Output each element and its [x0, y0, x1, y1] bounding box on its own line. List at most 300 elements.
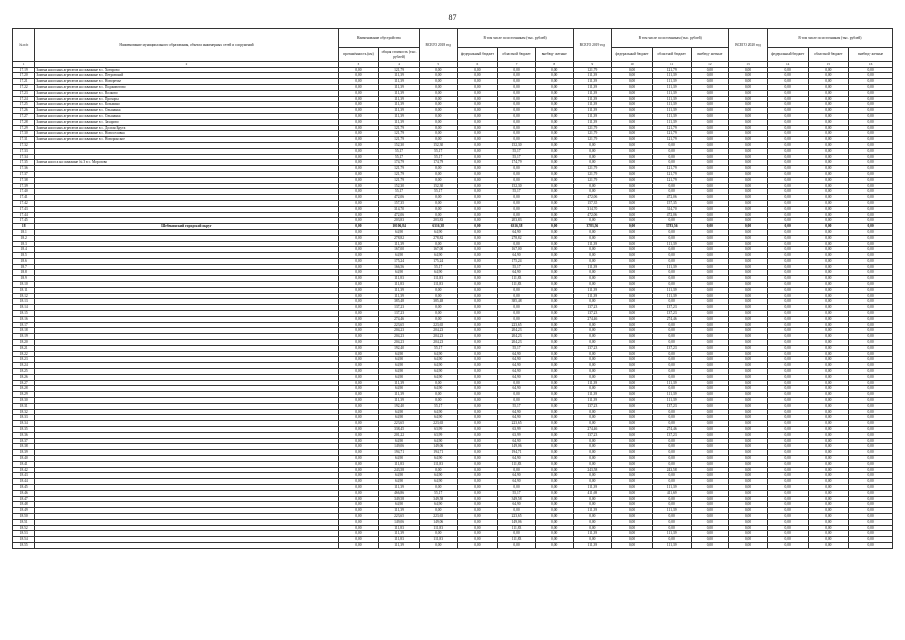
row-name: Замена насосных агрегатов на скважине в с. Новоречье: [35, 79, 338, 85]
row-value: 0,00: [849, 438, 893, 444]
row-value: 64,90: [419, 409, 457, 415]
row-value: 0,00: [457, 113, 498, 119]
row-value: 0,00: [457, 427, 498, 433]
row-value: 0,00: [457, 496, 498, 502]
row-value: 0,00: [767, 241, 808, 247]
row-value: 0,00: [338, 224, 379, 230]
row-value: 0,00: [691, 484, 729, 490]
row-value: 0,00: [419, 125, 457, 131]
row-value: 0,00: [849, 166, 893, 172]
row-value: 0,00: [691, 200, 729, 206]
row-value: 0,00: [729, 154, 768, 160]
row-value: 111,39: [652, 508, 691, 514]
row-value: 0,00: [457, 154, 498, 160]
row-value: 64,90: [379, 479, 420, 485]
row-value: 0,00: [612, 513, 653, 519]
row-value: 0,00: [419, 108, 457, 114]
col-total-2019-header: ВСЕГО 2019 год: [573, 29, 612, 62]
row-name: Шебекинский городской округ: [35, 224, 338, 230]
row-value: 0,00: [338, 131, 379, 137]
row-number: 17.39: [13, 183, 35, 189]
row-value: 0,00: [612, 206, 653, 212]
row-value: 166,56: [379, 264, 420, 270]
row-value: 0,00: [691, 450, 729, 456]
row-value: 385,48: [498, 299, 536, 305]
row-value: 411,69: [573, 490, 612, 496]
column-number: 10: [612, 62, 653, 68]
row-value: 0,00: [767, 125, 808, 131]
row-value: 0,00: [338, 241, 379, 247]
row-value: 0,00: [767, 160, 808, 166]
row-value: 0,00: [573, 409, 612, 415]
row-value: 0,00: [419, 200, 457, 206]
row-value: 0,00: [808, 171, 849, 177]
row-value: 0,00: [808, 508, 849, 514]
row-value: 137,23: [573, 305, 612, 311]
row-value: 0,00: [849, 235, 893, 241]
row-value: 0,00: [419, 195, 457, 201]
row-value: 0,00: [457, 270, 498, 276]
row-value: 0,00: [535, 496, 573, 502]
row-value: 0,00: [573, 473, 612, 479]
row-value: 0,00: [729, 229, 768, 235]
row-value: 0,00: [767, 357, 808, 363]
row-name: Замена насоса на скважине № 3 в с. Морозово: [35, 160, 338, 166]
row-value: 0,00: [691, 247, 729, 253]
row-number: 17.21: [13, 79, 35, 85]
row-value: 0,00: [457, 247, 498, 253]
row-value: 137,23: [573, 311, 612, 317]
row-value: 0,00: [498, 177, 536, 183]
row-number: 18.49: [13, 508, 35, 514]
row-value: 0,00: [457, 276, 498, 282]
row-value: 0,00: [338, 183, 379, 189]
row-value: 0,00: [457, 357, 498, 363]
row-value: 0,00: [849, 183, 893, 189]
row-value: 111,39: [652, 102, 691, 108]
row-number: 17.23: [13, 90, 35, 96]
row-value: 0,00: [729, 490, 768, 496]
row-value: 0,00: [849, 113, 893, 119]
row-number: 18.55: [13, 542, 35, 548]
row-value: 0,00: [767, 206, 808, 212]
row-value: 0,00: [691, 305, 729, 311]
row-value: 0,00: [573, 479, 612, 485]
row-value: 0,00: [419, 380, 457, 386]
row-value: 0,00: [652, 537, 691, 543]
row-number: 17.45: [13, 218, 35, 224]
row-value: 0,00: [573, 142, 612, 148]
row-value: 0,00: [535, 160, 573, 166]
row-value: 0,00: [612, 340, 653, 346]
row-value: 0,00: [808, 160, 849, 166]
row-value: 174,79: [379, 160, 420, 166]
row-value: 111,83: [419, 282, 457, 288]
row-value: 111,39: [379, 508, 420, 514]
col-total-cost-header: общая стоимость (тыс. рублей): [379, 48, 420, 62]
row-value: 0,00: [535, 84, 573, 90]
row-value: 0,00: [767, 287, 808, 293]
row-value: 0,00: [729, 183, 768, 189]
row-value: 111,39: [573, 542, 612, 548]
row-value: 0,00: [691, 490, 729, 496]
row-value: 55,17: [379, 189, 420, 195]
row-value: 0,00: [612, 224, 653, 230]
row-value: 63,99: [419, 427, 457, 433]
row-value: 0,00: [767, 253, 808, 259]
column-number: 2: [35, 62, 338, 68]
row-value: 0,00: [612, 305, 653, 311]
row-value: 0,00: [457, 79, 498, 85]
row-value: 0,00: [808, 102, 849, 108]
row-value: 0,00: [457, 148, 498, 154]
row-number: 18.1: [13, 229, 35, 235]
row-name: Замена насосных агрегатов на скважине в с. Хотирово: [35, 67, 338, 73]
row-value: 0,00: [535, 282, 573, 288]
row-value: 0,00: [535, 258, 573, 264]
row-value: 0,00: [419, 171, 457, 177]
row-value: 0,00: [691, 316, 729, 322]
row-value: 0,00: [652, 409, 691, 415]
row-value: 55,17: [379, 148, 420, 154]
row-value: 0,00: [338, 450, 379, 456]
row-value: 0,00: [808, 148, 849, 154]
row-number: 18.18: [13, 328, 35, 334]
row-value: 0,00: [612, 421, 653, 427]
row-value: 0,00: [729, 258, 768, 264]
row-value: 223,65: [419, 322, 457, 328]
row-value: 0,00: [729, 316, 768, 322]
row-name: Замена насосных агрегатов на скважине в с. Новоселовка: [35, 131, 338, 137]
row-value: 111,83: [419, 276, 457, 282]
row-value: 0,00: [535, 444, 573, 450]
row-value: 0,00: [652, 148, 691, 154]
row-value: 0,00: [729, 357, 768, 363]
row-value: 0,00: [729, 90, 768, 96]
row-value: 64,90: [498, 502, 536, 508]
row-value: 0,00: [338, 79, 379, 85]
row-value: 0,00: [729, 508, 768, 514]
row-value: 0,00: [767, 171, 808, 177]
row-value: 111,39: [573, 73, 612, 79]
row-value: 111,39: [573, 90, 612, 96]
row-value: 0,00: [808, 502, 849, 508]
row-value: 0,00: [338, 102, 379, 108]
row-value: 0,00: [691, 235, 729, 241]
row-value: 0,00: [457, 398, 498, 404]
row-value: 111,39: [379, 398, 420, 404]
row-value: 0,00: [612, 334, 653, 340]
row-value: 0,00: [457, 189, 498, 195]
row-value: 0,00: [338, 200, 379, 206]
row-value: 0,00: [729, 513, 768, 519]
row-value: 0,00: [498, 467, 536, 473]
row-value: 0,00: [535, 183, 573, 189]
row-value: 0,00: [849, 455, 893, 461]
row-name: Замена насосных агрегатов на скважине в с. Волково: [35, 90, 338, 96]
row-value: 137,23: [573, 432, 612, 438]
row-value: 0,00: [612, 102, 653, 108]
row-value: 0,00: [767, 195, 808, 201]
row-value: 472,06: [379, 212, 420, 218]
row-value: 0,00: [573, 322, 612, 328]
row-value: 0,00: [535, 502, 573, 508]
row-value: 0,00: [338, 403, 379, 409]
row-value: 111,39: [652, 96, 691, 102]
row-value: 0,00: [535, 403, 573, 409]
column-number: 5: [419, 62, 457, 68]
row-value: 0,00: [808, 166, 849, 172]
row-value: 0,00: [498, 241, 536, 247]
row-value: 111,39: [652, 392, 691, 398]
row-value: 0,00: [691, 311, 729, 317]
row-value: 64,90: [498, 438, 536, 444]
row-value: 0,00: [767, 427, 808, 433]
row-value: 0,00: [419, 206, 457, 212]
row-value: 0,00: [498, 380, 536, 386]
row-value: 0,00: [808, 473, 849, 479]
row-value: 0,00: [729, 479, 768, 485]
row-value: 0,00: [808, 299, 849, 305]
col-name-header: Наименование муниципального образования, объекта инженерных сетей и сооружений: [35, 29, 338, 62]
row-value: 0,00: [808, 206, 849, 212]
row-value: 0,00: [691, 171, 729, 177]
row-value: 0,00: [535, 432, 573, 438]
row-value: 204,23: [379, 334, 420, 340]
row-value: 167,00: [498, 247, 536, 253]
row-value: 149,06: [379, 444, 420, 450]
row-value: 0,00: [612, 84, 653, 90]
row-value: 111,83: [379, 537, 420, 543]
row-value: 0,00: [691, 508, 729, 514]
row-value: 0,00: [849, 84, 893, 90]
row-value: 111,83: [379, 282, 420, 288]
row-value: 0,00: [498, 287, 536, 293]
row-value: 274,46: [652, 427, 691, 433]
row-value: 0,00: [612, 200, 653, 206]
row-value: 0,00: [419, 392, 457, 398]
row-value: 0,00: [849, 409, 893, 415]
row-value: 0,00: [612, 113, 653, 119]
row-value: 0,00: [535, 467, 573, 473]
col-federal-2018-header: федеральный бюджет: [457, 48, 498, 62]
row-value: 0,00: [729, 195, 768, 201]
row-value: 0,00: [535, 531, 573, 537]
row-value: 0,00: [338, 206, 379, 212]
row-value: 0,00: [612, 484, 653, 490]
row-value: 0,00: [729, 450, 768, 456]
row-value: 0,00: [729, 305, 768, 311]
row-value: 0,00: [767, 229, 808, 235]
row-value: 0,00: [338, 253, 379, 259]
row-value: 0,00: [612, 473, 653, 479]
row-value: 0,00: [535, 166, 573, 172]
row-value: 0,00: [498, 67, 536, 73]
row-value: 111,39: [573, 108, 612, 114]
row-value: 0,00: [652, 450, 691, 456]
row-value: 0,00: [767, 334, 808, 340]
row-value: 0,00: [457, 374, 498, 380]
row-value: 0,00: [457, 67, 498, 73]
row-value: 0,00: [691, 455, 729, 461]
row-value: 0,00: [419, 79, 457, 85]
row-number: 18.41: [13, 461, 35, 467]
row-value: 0,00: [338, 473, 379, 479]
row-value: 0,00: [849, 67, 893, 73]
row-value: 0,00: [849, 386, 893, 392]
row-value: 0,00: [729, 137, 768, 143]
row-value: 0,00: [808, 119, 849, 125]
row-value: 203,83: [379, 218, 420, 224]
col-length-header: протяжённость (км): [338, 48, 379, 62]
row-value: 0,00: [849, 195, 893, 201]
row-value: 192,40: [379, 345, 420, 351]
row-value: 0,00: [338, 119, 379, 125]
row-value: 0,00: [767, 79, 808, 85]
row-value: 0,00: [498, 108, 536, 114]
row-value: 0,00: [612, 519, 653, 525]
row-value: 55,17: [498, 154, 536, 160]
row-value: 0,00: [498, 113, 536, 119]
row-value: 385,48: [379, 299, 420, 305]
row-value: 0,00: [767, 351, 808, 357]
row-value: 0,00: [767, 108, 808, 114]
row-value: 111,39: [652, 380, 691, 386]
row-value: 0,00: [498, 195, 536, 201]
row-value: 0,00: [691, 125, 729, 131]
row-value: 0,00: [767, 305, 808, 311]
row-number: 17.40: [13, 189, 35, 195]
row-value: 0,00: [612, 403, 653, 409]
row-value: 0,00: [457, 235, 498, 241]
row-value: 64,90: [498, 229, 536, 235]
row-value: 111,39: [573, 392, 612, 398]
row-value: 0,00: [457, 334, 498, 340]
row-name: Замена насосных агрегатов на скважине в с. Новоронское: [35, 137, 338, 143]
row-value: 0,00: [573, 270, 612, 276]
row-value: 0,00: [808, 380, 849, 386]
row-value: 0,00: [457, 125, 498, 131]
row-number: 18.13: [13, 299, 35, 305]
row-value: 0,00: [691, 79, 729, 85]
row-number: 17.38: [13, 177, 35, 183]
row-value: 64,90: [419, 374, 457, 380]
row-value: 0,00: [849, 398, 893, 404]
row-value: 0,00: [535, 224, 573, 230]
row-value: 0,00: [457, 542, 498, 548]
row-value: 0,00: [808, 479, 849, 485]
row-value: 0,00: [338, 363, 379, 369]
row-value: 0,00: [612, 171, 653, 177]
row-value: 0,00: [419, 73, 457, 79]
row-value: 0,00: [808, 525, 849, 531]
row-value: 0,00: [652, 363, 691, 369]
row-value: 0,00: [652, 229, 691, 235]
row-value: 111,39: [652, 73, 691, 79]
row-value: 0,00: [573, 374, 612, 380]
row-value: 223,65: [498, 322, 536, 328]
row-name: Замена насосных агрегатов на скважине в с. Ольшанка: [35, 113, 338, 119]
row-value: 278,82: [419, 235, 457, 241]
row-value: 274,46: [573, 427, 612, 433]
row-value: 0,00: [535, 177, 573, 183]
row-value: 385,48: [419, 299, 457, 305]
row-value: 0,00: [808, 374, 849, 380]
row-value: 0,00: [849, 293, 893, 299]
row-value: 0,00: [457, 160, 498, 166]
row-value: 0,00: [767, 363, 808, 369]
row-value: 0,00: [573, 258, 612, 264]
row-value: 0,00: [612, 455, 653, 461]
row-value: 0,00: [535, 380, 573, 386]
row-value: 0,00: [457, 218, 498, 224]
row-number: 17.27: [13, 113, 35, 119]
row-value: 0,00: [729, 241, 768, 247]
row-value: 0,00: [808, 519, 849, 525]
row-value: 0,00: [767, 444, 808, 450]
row-value: 0,00: [419, 241, 457, 247]
row-value: 0,00: [573, 189, 612, 195]
row-value: 0,00: [729, 455, 768, 461]
row-value: 0,00: [691, 328, 729, 334]
row-value: 0,00: [457, 432, 498, 438]
row-value: 0,00: [849, 450, 893, 456]
row-value: 314,70: [573, 206, 612, 212]
row-value: 0,00: [498, 90, 536, 96]
row-value: 0,00: [767, 542, 808, 548]
row-value: 0,00: [498, 166, 536, 172]
row-value: 0,00: [498, 293, 536, 299]
col-regional-2020-header: областной бюджет: [808, 48, 849, 62]
row-value: 0,00: [849, 282, 893, 288]
row-value: 0,00: [535, 427, 573, 433]
row-value: 0,00: [612, 415, 653, 421]
row-value: 0,00: [338, 67, 379, 73]
row-value: 0,00: [652, 386, 691, 392]
row-value: 0,00: [498, 484, 536, 490]
row-value: 0,00: [573, 340, 612, 346]
row-value: 0,00: [808, 282, 849, 288]
row-value: 472,06: [573, 212, 612, 218]
financing-table: [12, 28, 893, 549]
row-value: 223,65: [419, 513, 457, 519]
row-value: 0,00: [767, 293, 808, 299]
row-value: 0,00: [457, 90, 498, 96]
row-value: 0,00: [338, 467, 379, 473]
row-number: 17.43: [13, 206, 35, 212]
row-value: 0,00: [573, 218, 612, 224]
row-value: 137,23: [652, 432, 691, 438]
row-value: 0,00: [457, 84, 498, 90]
row-value: 0,00: [729, 96, 768, 102]
row-value: 0,00: [338, 235, 379, 241]
row-value: 243,58: [379, 467, 420, 473]
row-value: 0,00: [573, 328, 612, 334]
row-value: 0,00: [691, 432, 729, 438]
row-value: 0,00: [808, 328, 849, 334]
row-value: 0,00: [419, 287, 457, 293]
row-value: 0,00: [849, 316, 893, 322]
row-value: 0,00: [652, 282, 691, 288]
row-value: 55,17: [498, 490, 536, 496]
row-number: 18.20: [13, 340, 35, 346]
row-value: 0,00: [808, 369, 849, 375]
row-value: 0,00: [612, 229, 653, 235]
row-value: 111,39: [652, 542, 691, 548]
row-value: 0,00: [535, 108, 573, 114]
row-value: 0,00: [457, 177, 498, 183]
row-value: 0,00: [573, 160, 612, 166]
